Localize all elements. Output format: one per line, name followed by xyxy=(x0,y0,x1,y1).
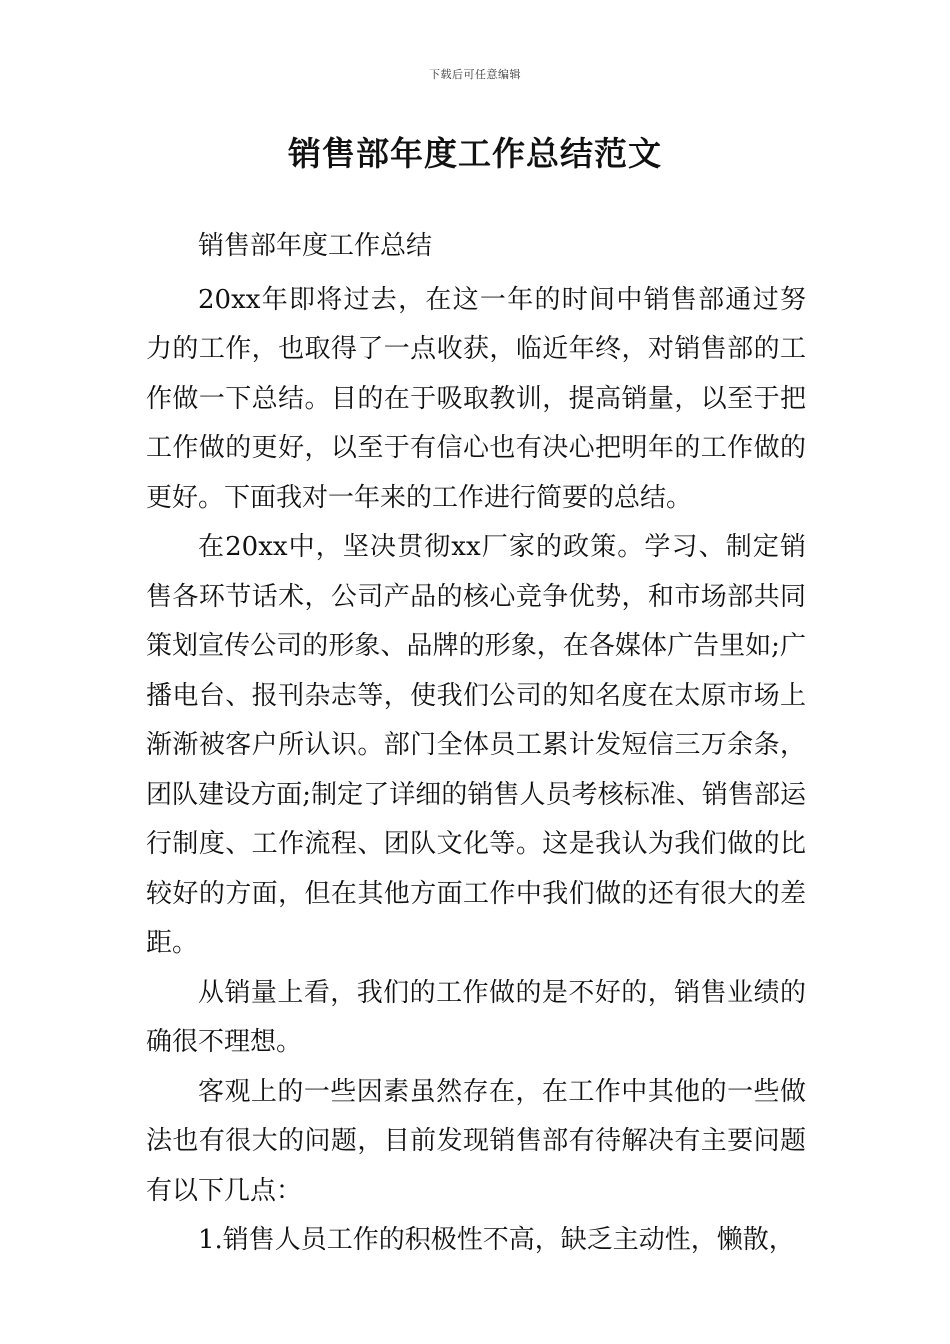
document-title: 销售部年度工作总结范文 xyxy=(288,134,662,173)
document-body xyxy=(146,222,806,1266)
paragraph-intro: 20xx年即将过去，在这一年的时间中销售部通过努力的工作，也取得了一点收获，临近年终，对销售部的工作做一下总结。目的在于吸取教训，提高销量，以至于把工作做的更好，以至于有信心也有决心把明年的工作做的更好。下面我对一年来的工作进行简要的总结。 xyxy=(146,284,806,513)
paragraph-achievements: 在20xx中，坚决贯彻xx厂家的政策。学习、制定销售各环节话术，公司产品的核心竞争优势，和市场部共同策划宣传公司的形象、品牌的形象，在各媒体广告里如;广播电台、报刊杂志等，使我们公司的知名度在太原市场上渐渐被客户所认识。部门全体员工累计发短信三万余条，团队建设方面;制定了详细的销售人员考核标准、销售部运行制度、工作流程、团队文化等。这是我认为我们做的比较好的方面，但在其他方面工作中我们做的还有很大的差距。 xyxy=(146,532,806,958)
header-note: 下载后可任意编辑 xyxy=(429,68,521,81)
paragraph-problems-intro: 客观上的一些因素虽然存在，在工作中其他的一些做法也有很大的问题，目前发现销售部有待解决有主要问题有以下几点： xyxy=(146,1076,806,1206)
section-heading: 销售部年度工作总结 xyxy=(198,231,433,261)
paragraph-problem-1: 1.销售人员工作的积极性不高，缺乏主动性，懒散， xyxy=(198,1225,795,1255)
paragraph-sales-volume: 从销量上看，我们的工作做的是不好的，销售业绩的确很不理想。 xyxy=(146,977,806,1057)
